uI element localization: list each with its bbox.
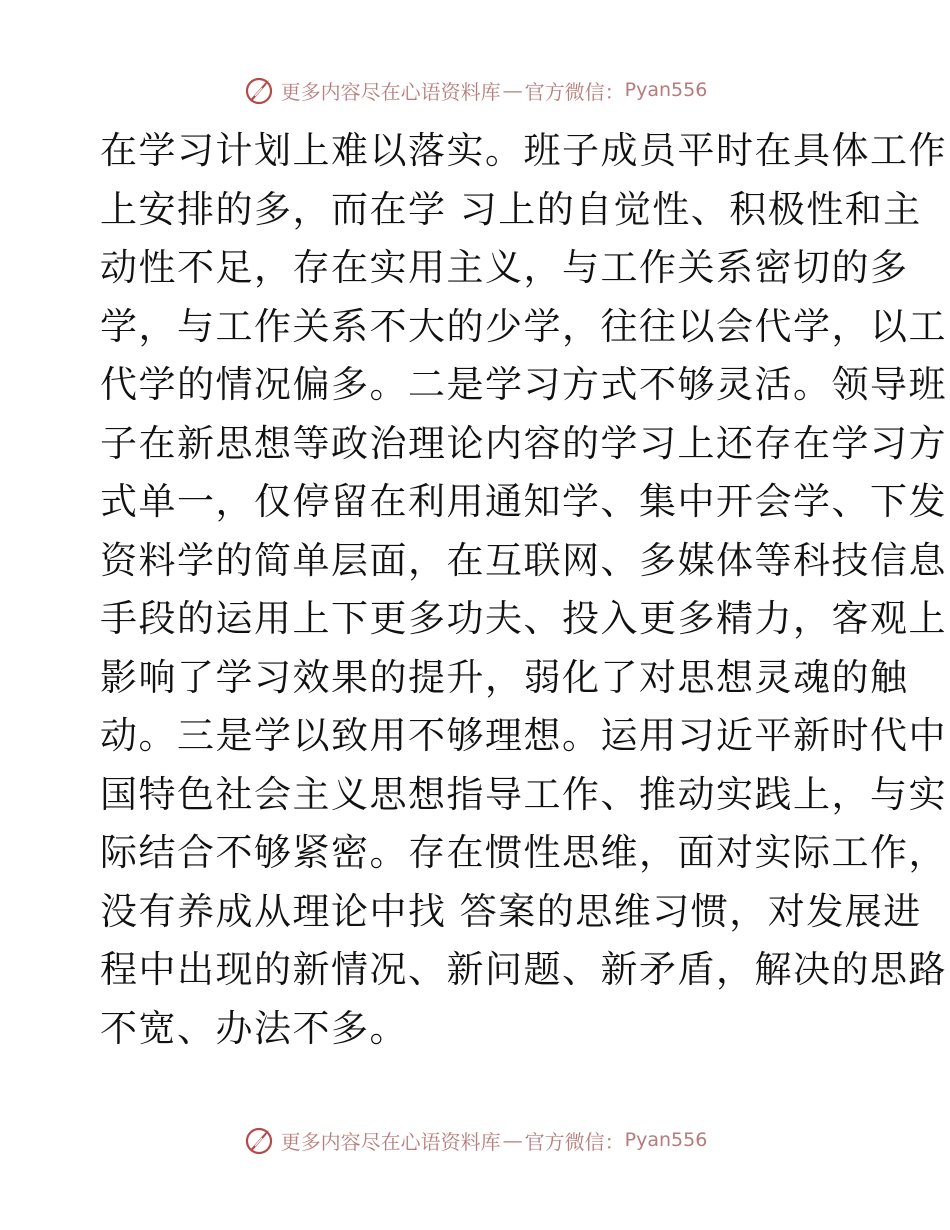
watermark-contact-id: Pyan556 [624,1129,708,1151]
body-line: 在学习计划上难以落实。班子成员平时在具体工作 [100,129,947,172]
watermark-separator: — [502,78,523,102]
body-line: 子在新思想等政治理论内容的学习上还存在学习方 [100,421,947,465]
body-line: 际结合不够紧密。存在惯性思维，面对实际工作， [100,831,947,874]
body-line: 不宽、办法不多。 [100,1006,408,1050]
quill-pen-logo-icon [243,1124,275,1156]
body-line: 影响了学习效果的提升，弱化了对思想灵魂的触 [100,655,909,699]
watermark-brand: 更多内容尽在心语资料库 [280,1129,501,1154]
watermark-contact-id: Pyan556 [624,79,708,101]
watermark-brand: 更多内容尽在心语资料库 [280,79,501,104]
body-line: 学，与工作关系不大的少学，往往以会代学，以工 [100,304,947,348]
body-line: 国特色社会主义思想指导工作、推动实践上，与实 [100,772,947,816]
body-line: 动。三是学以致用不够理想。运用习近平新时代中 [100,714,947,757]
watermark-contact-label: 官方微信： [524,79,625,104]
document-body [100,122,947,1058]
body-line: 手段的运用上下更多功夫、投入更多精力，客观上 [100,597,947,640]
footer-watermark [0,1120,950,1160]
watermark-contact-label: 官方微信： [524,1129,625,1154]
watermark-separator: — [502,1128,523,1152]
quill-pen-logo-icon [243,74,275,106]
body-line: 程中出现的新情况、新问题、新矛盾，解决的思路 [100,948,947,991]
body-line: 代学的情况偏多。二是学习方式不够灵活。领导班 [100,363,947,406]
body-line: 资料学的简单层面，在互联网、多媒体等科技信息 [100,538,947,582]
body-line: 没有养成从理论中找 答案的思维习惯，对发展进 [100,889,922,933]
body-line: 上安排的多，而在学 习上的自觉性、积极性和主 [100,187,922,231]
body-line: 动性不足，存在实用主义，与工作关系密切的多 [100,246,909,289]
body-line: 式单一，仅停留在利用通知学、集中开会学、下发 [100,480,947,523]
header-watermark [0,70,950,110]
